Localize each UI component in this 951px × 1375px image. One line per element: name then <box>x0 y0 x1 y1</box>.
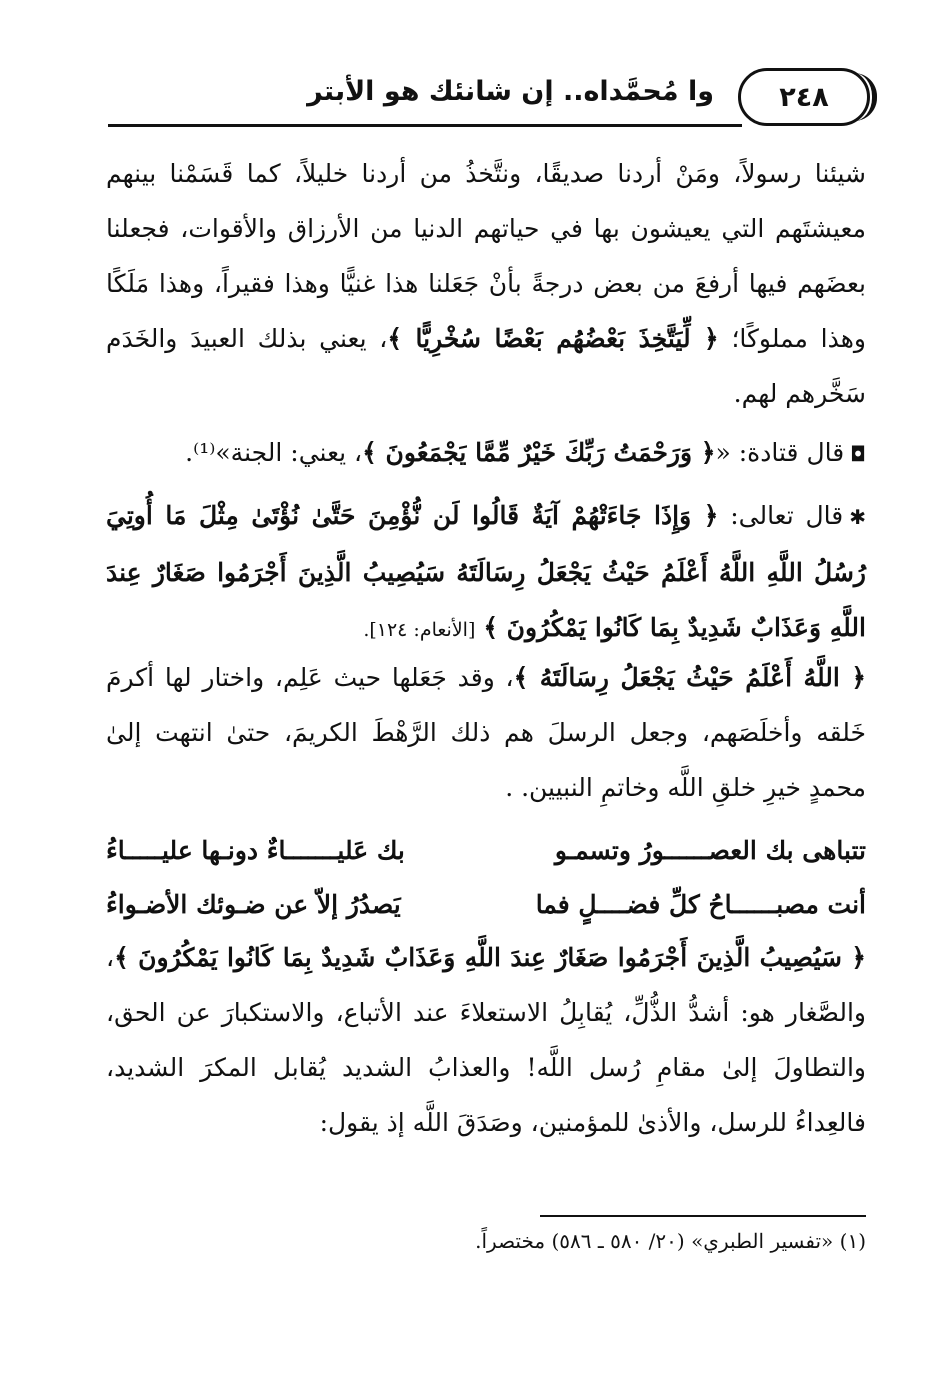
page-header <box>108 62 870 134</box>
paragraph-text: ، يعني: الجنة»⁽¹⁾. <box>185 438 363 467</box>
paragraph-text: ، يعني بذلك العبيدَ والخَدَم سَخَّرهم لهم. <box>106 324 866 408</box>
footnote: (١) «تفسير الطبري» (٢٠/ ٥٨٠ ـ ٥٨٦) مختصراً. <box>475 1229 866 1253</box>
page-number: ٢٤٨ <box>738 68 870 126</box>
poem-verse <box>106 830 866 884</box>
poem-hemistich-first: تتباهى بك العصــــــورُ وتسمـو <box>554 836 866 865</box>
quran-quote: ﴿ اللَّهُ أَعْلَمُ حَيْثُ يَجْعَلُ رِسَالَتَهُ ﴾ <box>513 663 866 692</box>
poem-hemistich-first: أنت مصبــــــاحُ كلِّ فضــــلٍ فما <box>535 890 866 919</box>
header-rule <box>108 124 742 127</box>
paragraph-5 <box>106 930 866 1150</box>
paragraph-text: ، وقد جَعَلها حيث عَلِم، واختار لها أكرمَ خَلقه وأخلَصَهم، وجعل الرسلَ هم ذلك الرَّهْطَ الكريمَ، حتىٰ انتهت إلىٰ محمدٍ خيرِ خلقِ اللَّه وخاتمِ النبيين. . <box>106 663 866 802</box>
star-bullet-icon: ✱ <box>849 505 867 529</box>
poem-hemistich-second: بك عَليـــــــاءٌ دونـها عليـــــاءُ <box>106 836 405 865</box>
paragraph-1 <box>106 146 866 421</box>
paragraph-3 <box>106 488 866 658</box>
quran-quote: ﴿ لِّيَتَّخِذَ بَعْضُهُم بَعْضًا سُخْرِيًّا ﴾ <box>387 324 719 353</box>
quran-quote: ﴿ وَإِذَا جَاءَتْهُمْ آيَةٌ قَالُوا لَن نُّؤْمِنَ حَتَّىٰ نُؤْتَىٰ مِثْلَ مَا أُوتِيَ رُسُلُ اللَّهِ اللَّهُ أَعْلَمُ حَيْثُ يَجْعَلُ رِسَالَتَهُ سَيُصِيبُ الَّذِينَ أَجْرَمُوا صَغَارٌ عِندَ اللَّهِ وَعَذَابٌ شَدِيدٌ بِمَا كَانُوا يَمْكُرُونَ ﴾ <box>106 501 866 642</box>
poem-hemistich-second: يَصدُرُ إلاّ عن ضـوئك الأضـواءُ <box>106 890 401 919</box>
quran-quote: ﴿ سَيُصِيبُ الَّذِينَ أَجْرَمُوا صَغَارٌ عِندَ اللَّهِ وَعَذَابٌ شَدِيدٌ بِمَا كَانُوا يَمْكُرُونَ ﴾ <box>114 943 866 972</box>
paragraph-text: شيئنا رسولاً، ومَنْ أردنا صديقًا، ونتَّخذُ من أردنا خليلاً، كما قَسَمْنا بينهم معيشتَهم التي يعيشون بها في حياتهم الدنيا من الأرزاق والأقوات، فجعلنا بعضَهم فيها أرفعَ من بعض درجةً بأنْ جَعَلنا هذا غنيًّا وهذا فقيراً، وهذا مَلَكًا وهذا مملوكًا؛ <box>106 159 866 353</box>
paragraph-text: قال قتادة: « <box>715 438 845 467</box>
paragraph-text: قال تعالى: <box>730 501 844 530</box>
paragraph-text: ، والصَّغار هو: أشدُّ الذُّلِّ، يُقابِلُ الاستعلاءَ عند الأتباع، والاستكبارَ عن الحق، والتطاولَ إلىٰ مقامِ رُسل اللَّه! والعذابُ الشديد يُقابل المكرَ الشديد، فالعِداءُ للرسل، والأذىٰ للمؤمنين، وصَدَقَ اللَّه إذ يقول: <box>106 943 866 1137</box>
paragraph-2 <box>106 425 866 482</box>
paragraph-4 <box>106 650 866 815</box>
quran-quote: ﴿ وَرَحْمَتُ رَبِّكَ خَيْرٌ مِّمَّا يَجْمَعُونَ ﴾ <box>362 438 716 467</box>
poem <box>106 830 866 938</box>
footnote-rule <box>540 1215 866 1217</box>
verse-reference: [الأنعام: ١٢٤]. <box>363 619 476 641</box>
square-bullet-icon: ◘ <box>850 442 866 466</box>
running-title: وا مُحمَّداه.. إن شانئك هو الأبتر <box>307 76 714 107</box>
